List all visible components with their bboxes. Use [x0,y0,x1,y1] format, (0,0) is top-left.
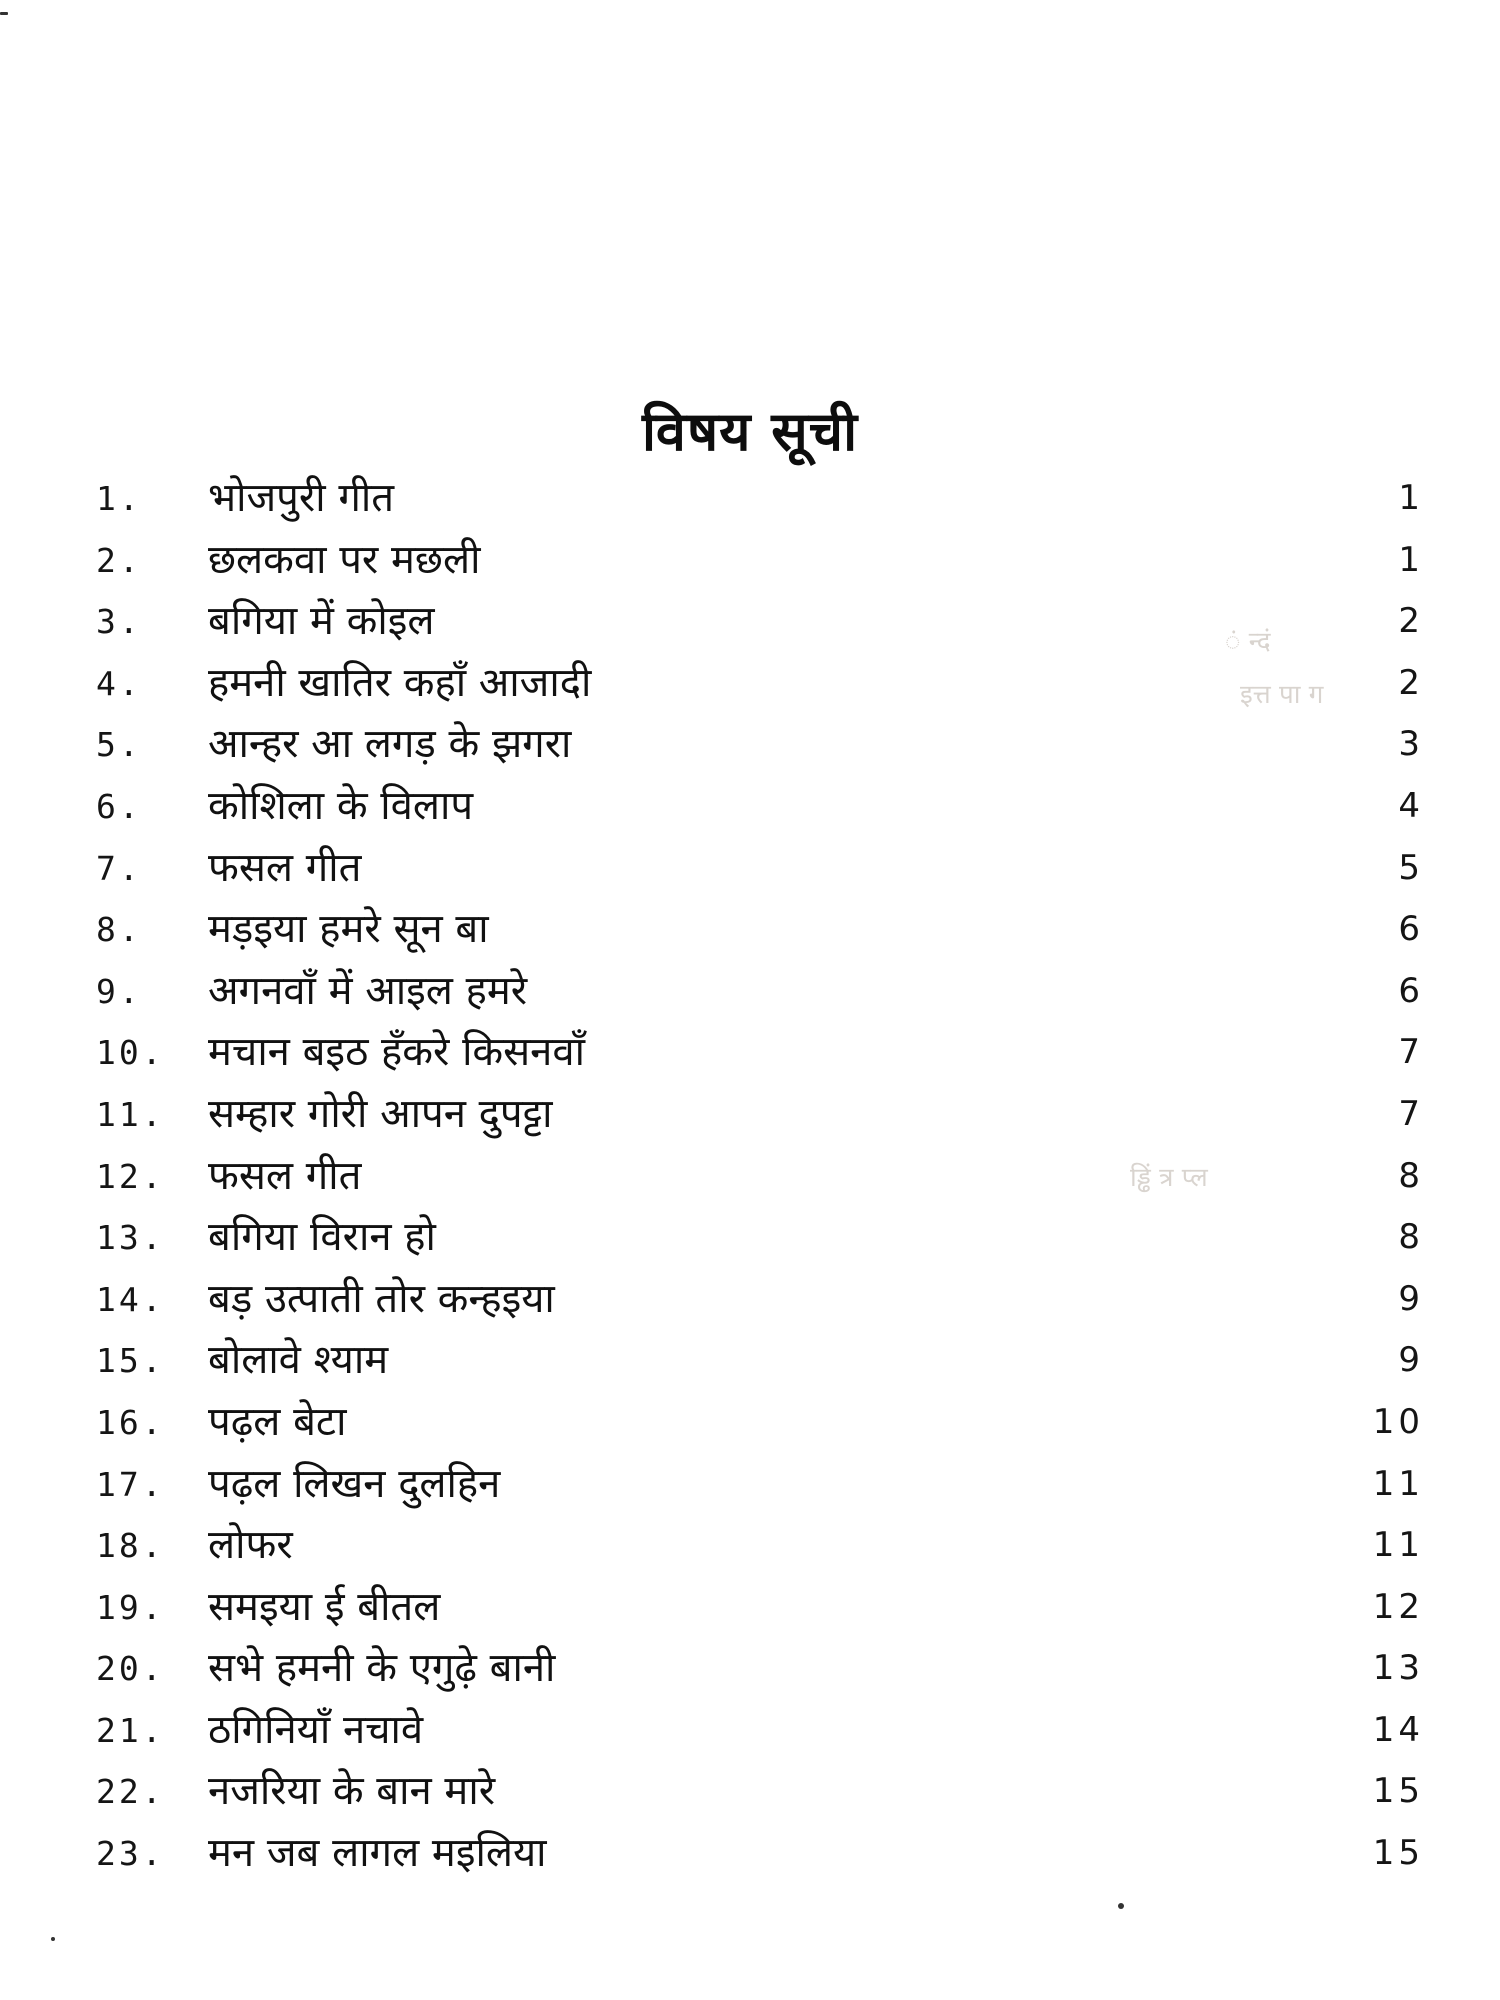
toc-entry-title: कोशिला के विलाप [208,782,474,829]
toc-entry-page-number: 6 [1398,970,1424,1011]
toc-entry [0,776,1500,838]
toc-entry-title: भोजपुरी गीत [208,475,394,521]
toc-entry [0,899,1500,961]
toc-entry-title: मचान बइठ हँकरे किसनवाँ [208,1029,585,1076]
toc-entry [0,1700,1500,1762]
toc-entry-page-number: 1 [1398,478,1424,518]
toc-entry-page-number: 9 [1398,1278,1424,1319]
toc-entry-number: 7. [96,848,142,888]
toc-entry [0,961,1500,1023]
toc-entry-number: 23. [96,1834,165,1874]
toc-entry-number: 2. [96,540,142,580]
toc-entry-page-number: 2 [1398,662,1424,703]
show-through-mark: ं न्दं [1225,627,1271,657]
toc-entry-number: 9. [96,971,142,1011]
show-through-mark: इत्त पा ग [1240,680,1324,710]
toc-entry-title: ठगिनियाँ नचावे [208,1706,424,1753]
toc-entry [0,1269,1500,1331]
toc-entry-title: हमनी खातिर कहाँ आजादी [208,659,592,706]
toc-entry [0,714,1500,776]
table-of-contents [0,468,1500,1885]
toc-entry-number: 21. [96,1710,165,1750]
toc-entry-number: 10. [96,1033,165,1073]
toc-entry-number: 16. [96,1402,165,1442]
toc-entry-number: 4. [96,663,142,703]
toc-entry [0,468,1500,530]
toc-entry-title: बगिया में कोइल [208,598,435,645]
toc-entry [0,1823,1500,1885]
toc-entry-page-number: 10 [1372,1401,1424,1442]
toc-entry-page-number: 4 [1398,785,1424,826]
toc-entry [0,530,1500,592]
toc-entry-page-number: 12 [1372,1586,1424,1627]
toc-entry-title: सभे हमनी के एगुढ़े बानी [208,1645,556,1692]
toc-entry-page-number: 11 [1372,1463,1424,1504]
toc-entry-number: 22. [96,1772,165,1812]
toc-entry [0,1454,1500,1516]
speck [1118,1903,1124,1909]
toc-entry-number: 17. [96,1464,165,1504]
toc-entry-page-number: 2 [1398,601,1424,642]
toc-entry-title: आन्हर आ लगड़ के झगरा [208,721,572,768]
toc-entry-title: लोफर [208,1522,293,1569]
toc-entry-title: समइया ई बीतल [208,1583,441,1630]
toc-entry-number: 15. [96,1341,165,1381]
toc-entry-number: 1. [96,479,142,518]
toc-entry-title: मड़इया हमरे सून बा [208,906,489,953]
toc-entry-page-number: 9 [1398,1340,1424,1381]
toc-entry-page-number: 7 [1398,1032,1424,1073]
toc-entry [0,1022,1500,1084]
toc-entry-title: फसल गीत [208,1152,362,1199]
toc-entry-title: फसल गीत [208,844,362,891]
toc-entry [0,1761,1500,1823]
toc-entry-page-number: 15 [1372,1771,1424,1812]
toc-entry-number: 14. [96,1279,165,1319]
toc-entry-title: मन जब लागल मइलिया [208,1830,547,1877]
toc-entry-title: बोलावे श्याम [208,1337,389,1384]
toc-entry-page-number: 3 [1398,724,1424,765]
toc-entry-title: सम्हार गोरी आपन दुपट्टा [208,1090,553,1137]
page-title: विषय सूची [641,400,859,463]
toc-entry-number: 11. [96,1094,165,1134]
toc-entry [0,653,1500,715]
toc-entry-title: पढ़ल बेटा [208,1398,347,1445]
toc-entry-page-number: 13 [1372,1648,1424,1689]
speck [51,1937,55,1941]
toc-entry-page-number: 6 [1398,909,1424,950]
toc-entry-title: पढ़ल लिखन दुलहिन [208,1460,501,1507]
toc-entry [0,1638,1500,1700]
toc-entry-number: 13. [96,1218,165,1258]
toc-entry-number: 20. [96,1649,165,1689]
toc-entry-number: 3. [96,602,142,642]
toc-entry-number: 5. [96,725,142,765]
toc-entry-page-number: 1 [1398,539,1424,580]
toc-entry-title: छलकवा पर मछली [208,536,481,583]
toc-entry-number: 19. [96,1587,165,1627]
toc-entry-page-number: 5 [1398,847,1424,888]
toc-entry-number: 6. [96,786,142,826]
toc-entry [0,1515,1500,1577]
toc-entry [0,1084,1500,1146]
toc-entry-title: बगिया विरान हो [208,1214,436,1261]
toc-entry-page-number: 11 [1372,1525,1424,1566]
toc-entry [0,1207,1500,1269]
toc-entry-page-number: 7 [1398,1093,1424,1134]
toc-entry [0,1146,1500,1208]
toc-entry-number: 8. [96,910,142,950]
toc-entry [0,1330,1500,1392]
toc-entry-number: 12. [96,1156,165,1196]
show-through-mark: ड्ढिं त्र प्ल [1130,1163,1208,1193]
toc-entry [0,591,1500,653]
toc-entry [0,838,1500,900]
toc-entry-number: 18. [96,1526,165,1566]
speck [0,12,8,15]
toc-entry-page-number: 8 [1398,1217,1424,1258]
toc-entry [0,1392,1500,1454]
toc-entry-title: नजरिया के बान मारे [208,1768,496,1815]
toc-entry-page-number: 14 [1372,1709,1424,1750]
toc-entry-title: बड़ उत्पाती तोर कन्हइया [208,1275,555,1322]
toc-entry-page-number: 15 [1372,1833,1424,1874]
toc-entry-title: अगनवाँ में आइल हमरे [208,967,528,1014]
toc-entry-page-number: 8 [1398,1155,1424,1196]
toc-entry [0,1577,1500,1639]
